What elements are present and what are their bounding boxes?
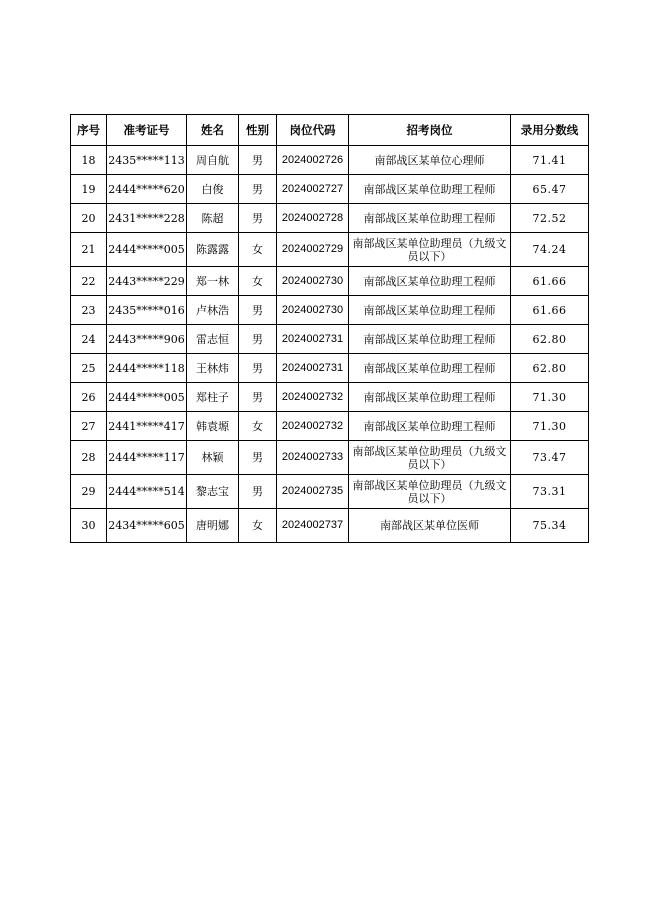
header-post-code: 岗位代码 xyxy=(277,115,349,146)
cell-post-code: 2024002731 xyxy=(277,325,349,354)
cell-score: 74.24 xyxy=(511,233,589,267)
cell-no: 18 xyxy=(71,146,107,175)
cell-post-code: 2024002729 xyxy=(277,233,349,267)
header-row xyxy=(71,115,589,146)
cell-name: 唐明娜 xyxy=(187,509,239,543)
table-row xyxy=(71,441,589,475)
cell-name: 陈超 xyxy=(187,204,239,233)
cell-exam-id: 2443*****229 xyxy=(107,267,187,296)
table-row xyxy=(71,296,589,325)
cell-no: 20 xyxy=(71,204,107,233)
cell-exam-id: 2444*****514 xyxy=(107,475,187,509)
cell-name: 周自航 xyxy=(187,146,239,175)
cell-exam-id: 2444*****118 xyxy=(107,354,187,383)
cell-sex: 男 xyxy=(239,175,277,204)
cell-post-code: 2024002726 xyxy=(277,146,349,175)
cell-no: 28 xyxy=(71,441,107,475)
header-post: 招考岗位 xyxy=(349,115,511,146)
cell-score: 61.66 xyxy=(511,296,589,325)
table-row xyxy=(71,325,589,354)
cell-post-code: 2024002727 xyxy=(277,175,349,204)
cell-post-code: 2024002735 xyxy=(277,475,349,509)
cell-post: 南部战区某单位助理工程师 xyxy=(349,175,511,204)
cell-post: 南部战区某单位医师 xyxy=(349,509,511,543)
cell-no: 30 xyxy=(71,509,107,543)
cell-post: 南部战区某单位助理员（九级文员以下） xyxy=(349,475,511,509)
cell-post: 南部战区某单位助理工程师 xyxy=(349,325,511,354)
table-row xyxy=(71,509,589,543)
cell-sex: 女 xyxy=(239,509,277,543)
cell-name: 黎志宝 xyxy=(187,475,239,509)
header-score: 录用分数线 xyxy=(511,115,589,146)
cell-name: 王林炜 xyxy=(187,354,239,383)
cell-no: 19 xyxy=(71,175,107,204)
cell-sex: 男 xyxy=(239,383,277,412)
cell-name: 白俊 xyxy=(187,175,239,204)
cell-score: 73.31 xyxy=(511,475,589,509)
header-sex: 性别 xyxy=(239,115,277,146)
cell-post: 南部战区某单位助理工程师 xyxy=(349,412,511,441)
header-no: 序号 xyxy=(71,115,107,146)
cell-exam-id: 2441*****417 xyxy=(107,412,187,441)
cell-exam-id: 2434*****605 xyxy=(107,509,187,543)
cell-sex: 男 xyxy=(239,354,277,383)
cell-score: 61.66 xyxy=(511,267,589,296)
cell-post-code: 2024002728 xyxy=(277,204,349,233)
cell-no: 29 xyxy=(71,475,107,509)
cell-post: 南部战区某单位助理工程师 xyxy=(349,296,511,325)
cell-no: 24 xyxy=(71,325,107,354)
table-row xyxy=(71,412,589,441)
cell-exam-id: 2443*****906 xyxy=(107,325,187,354)
cell-post-code: 2024002737 xyxy=(277,509,349,543)
cell-name: 郑一林 xyxy=(187,267,239,296)
cell-exam-id: 2444*****005 xyxy=(107,383,187,412)
header-name: 姓名 xyxy=(187,115,239,146)
cell-post-code: 2024002731 xyxy=(277,354,349,383)
table-row xyxy=(71,267,589,296)
table-row xyxy=(71,475,589,509)
cell-exam-id: 2435*****113 xyxy=(107,146,187,175)
cell-no: 27 xyxy=(71,412,107,441)
cell-score: 65.47 xyxy=(511,175,589,204)
cell-post-code: 2024002732 xyxy=(277,383,349,412)
table-row xyxy=(71,175,589,204)
cell-score: 71.30 xyxy=(511,383,589,412)
cell-no: 26 xyxy=(71,383,107,412)
cell-sex: 男 xyxy=(239,325,277,354)
cell-sex: 男 xyxy=(239,296,277,325)
cell-exam-id: 2444*****117 xyxy=(107,441,187,475)
cell-sex: 男 xyxy=(239,146,277,175)
cell-name: 韩袁塬 xyxy=(187,412,239,441)
cell-score: 71.41 xyxy=(511,146,589,175)
cell-name: 林颖 xyxy=(187,441,239,475)
cell-no: 25 xyxy=(71,354,107,383)
cell-score: 72.52 xyxy=(511,204,589,233)
cell-post-code: 2024002733 xyxy=(277,441,349,475)
cell-sex: 女 xyxy=(239,267,277,296)
cell-post: 南部战区某单位助理员（九级文员以下） xyxy=(349,233,511,267)
cell-exam-id: 2431*****228 xyxy=(107,204,187,233)
results-table xyxy=(70,114,589,543)
table-row xyxy=(71,146,589,175)
cell-post-code: 2024002730 xyxy=(277,267,349,296)
cell-score: 71.30 xyxy=(511,412,589,441)
cell-no: 23 xyxy=(71,296,107,325)
cell-sex: 男 xyxy=(239,441,277,475)
cell-no: 22 xyxy=(71,267,107,296)
cell-post-code: 2024002732 xyxy=(277,412,349,441)
table-row xyxy=(71,383,589,412)
cell-post: 南部战区某单位助理工程师 xyxy=(349,354,511,383)
header-exam-id: 准考证号 xyxy=(107,115,187,146)
cell-score: 62.80 xyxy=(511,354,589,383)
cell-exam-id: 2444*****005 xyxy=(107,233,187,267)
cell-score: 62.80 xyxy=(511,325,589,354)
table-row xyxy=(71,354,589,383)
cell-post-code: 2024002730 xyxy=(277,296,349,325)
cell-name: 雷志恒 xyxy=(187,325,239,354)
cell-score: 73.47 xyxy=(511,441,589,475)
cell-no: 21 xyxy=(71,233,107,267)
cell-name: 卢林浩 xyxy=(187,296,239,325)
cell-sex: 男 xyxy=(239,204,277,233)
cell-exam-id: 2444*****620 xyxy=(107,175,187,204)
cell-post: 南部战区某单位助理工程师 xyxy=(349,204,511,233)
table-row xyxy=(71,233,589,267)
cell-score: 75.34 xyxy=(511,509,589,543)
cell-post: 南部战区某单位心理师 xyxy=(349,146,511,175)
cell-post: 南部战区某单位助理工程师 xyxy=(349,383,511,412)
cell-name: 陈露露 xyxy=(187,233,239,267)
table-row xyxy=(71,204,589,233)
cell-name: 郑柱子 xyxy=(187,383,239,412)
cell-sex: 女 xyxy=(239,412,277,441)
cell-post: 南部战区某单位助理员（九级文员以下） xyxy=(349,441,511,475)
cell-sex: 男 xyxy=(239,475,277,509)
cell-exam-id: 2435*****016 xyxy=(107,296,187,325)
cell-sex: 女 xyxy=(239,233,277,267)
cell-post: 南部战区某单位助理工程师 xyxy=(349,267,511,296)
